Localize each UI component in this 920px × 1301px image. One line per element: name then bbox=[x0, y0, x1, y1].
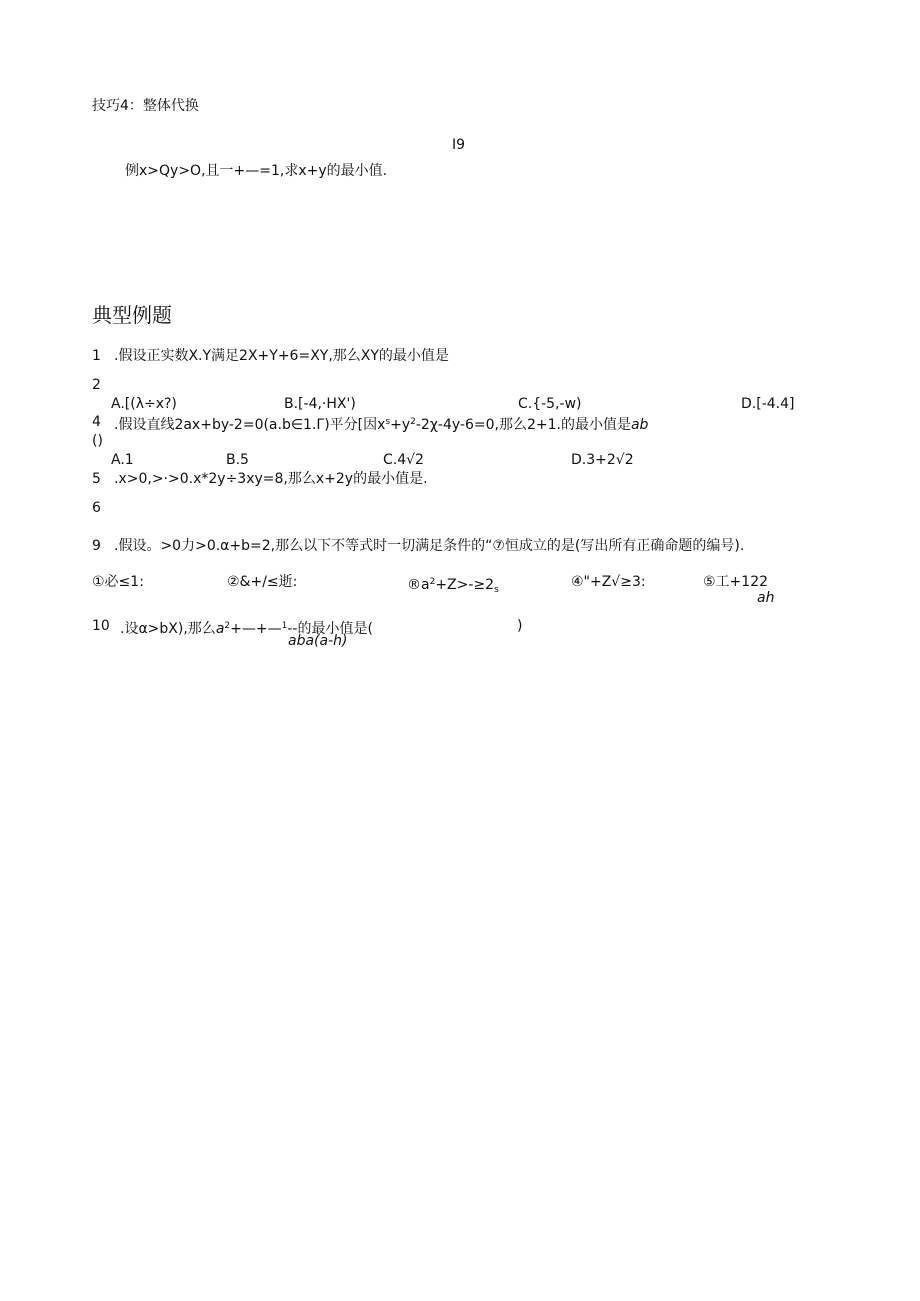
tip-example: 例x>Qy>O,且一+—=1,求x+y的最小值. bbox=[125, 163, 388, 179]
q9-option-1: ①必≤1: bbox=[92, 574, 144, 590]
tip-title: 技巧4：整体代换 bbox=[92, 98, 199, 114]
q4-option-c: C.4√2 bbox=[383, 452, 424, 468]
q9-option-4: ④"+Z√≥3: bbox=[571, 574, 646, 590]
q10-number: 10 bbox=[92, 618, 110, 634]
q4-option-b: B.5 bbox=[226, 452, 249, 468]
q1-number: 1 bbox=[92, 348, 101, 364]
q2-number: 2 bbox=[92, 377, 101, 393]
q4-text: .假设直线2ax+by-2=0(a.b∈1.Γ)平分[因$x^s+y^2-2\chi-4y-6=0$,那么2+1.的最小值是ab bbox=[114, 417, 649, 433]
q10-denominator: aba(a-h) bbox=[288, 633, 348, 649]
q9-number: 9 bbox=[92, 538, 101, 554]
q2-option-c: C.{-5,-w) bbox=[518, 396, 582, 412]
q9-option-3: $®a^2+Z>-\ge 2_s$ bbox=[407, 577, 499, 595]
q9-option-5: ⑤工+122 bbox=[703, 574, 769, 590]
q1-text: .假设正实数X.Y满足2X+Y+6=XY,那么XY的最小值是 bbox=[114, 348, 449, 364]
q9-option-5-denominator: ah bbox=[757, 590, 775, 606]
q10-close-paren: ) bbox=[517, 618, 523, 634]
section-heading: 典型例题 bbox=[92, 303, 172, 327]
tip-fraction-numerator: I9 bbox=[452, 137, 466, 153]
q4-option-d: D.3+2√2 bbox=[571, 452, 634, 468]
q6-number: 6 bbox=[92, 500, 101, 516]
q2-option-b: B.[-4,·HX') bbox=[284, 396, 356, 412]
q9-text: .假设。>0力>0.α+b=2,那么以下不等式时一切满足条件的“⑦恒成立的是(写出所有正确命题的编号). bbox=[114, 538, 745, 554]
q9-option-2: ②&+/≤逝: bbox=[227, 574, 298, 590]
q2-option-a: A.[(λ÷x?) bbox=[111, 396, 177, 412]
q10-text: .设α>bX),那么$a^2+—+—^1--$的最小值是( bbox=[120, 621, 373, 637]
q5-text: .x>0,>·>0.x*2y÷3xy=8,那么x+2y的最小值是. bbox=[114, 471, 428, 487]
q4-answer-paren: () bbox=[92, 433, 103, 449]
q4-number: 4 bbox=[92, 414, 101, 430]
q2-option-d: D.[-4.4] bbox=[741, 396, 795, 412]
q4-option-a: A.1 bbox=[111, 452, 134, 468]
q5-number: 5 bbox=[92, 471, 101, 487]
